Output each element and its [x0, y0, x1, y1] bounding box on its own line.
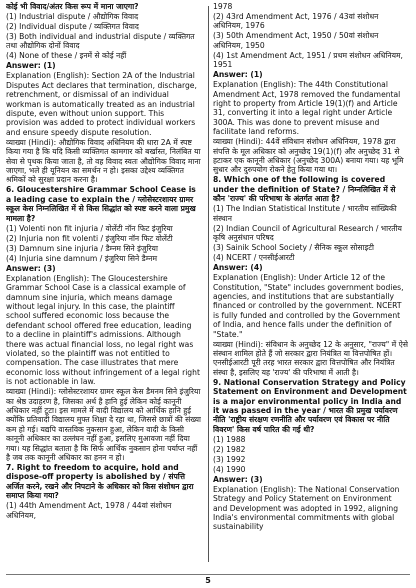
left-paragraph: 6. Gloucestershire Grammar School Cease is a leading case to explain the / ग्लोसेस्टरशायर ग्रामर स्कूल केस निम्नलिखित में से किस सिद्धांत को स्पष्ट करने वाला प्रमुख मामला है?: [6, 185, 196, 223]
left-paragraph: (3) Damnum sine injuria / डैम्नम सिने इंजुरिया: [6, 243, 158, 253]
right-paragraph: Answer: (1): [213, 70, 263, 80]
right-paragraph: (1) 1988: [213, 434, 246, 444]
right-paragraph: व्याख्या (Hindi): संविधान के अनुच्छेद 12 के अनुसार, "राज्य" में ऐसे संस्थान शामिल होते हैं जो सरकार द्वारा नियंत्रित या वित्तपोषित हों। एनसीईआरटी पूरी तरह भारत सरकार द्वारा वित्तपोषित और नियंत्रित संस्था है, इसलिए यह 'राज्य' की परिभाषा में आती है।: [213, 339, 408, 377]
page-number: 5: [205, 576, 211, 585]
right-paragraph: 1978: [213, 2, 233, 11]
right-paragraph: (4) NCERT / एनसीईआरटी: [213, 253, 295, 263]
right-paragraph: (4) 1st Amendment Act, 1951 / प्रथम संशोधन अधिनियम, 1951: [213, 50, 403, 70]
column-divider: [208, 6, 209, 562]
right-paragraph: (2) 1982: [213, 444, 246, 454]
right-paragraph: (1) The Indian Statistical Institute / भारतीय सांख्यिकी संस्थान: [213, 204, 397, 223]
left-paragraph: (1) Industrial dispute / औद्योगिक विवाद: [6, 12, 139, 21]
right-paragraph: (3) 1992: [213, 454, 246, 464]
left-paragraph: (2) Individual dispute / व्यक्तिगत विवाद: [6, 22, 139, 31]
footer-rule: [6, 574, 410, 575]
left-paragraph: व्याख्या (Hindi): औद्योगिक विवाद अधिनियम की धारा 2A में स्पष्ट किया गया है कि यदि किसी व्यक्तिगत कामगार को बर्खास्त, निलंबित या सेवा से पृथक किया जाता है, तो वह विवाद स्वतः औद्योगिक विवाद माना जाएगा, भले ही यूनियन का समर्थन न हो। इसका उद्देश्य व्यक्तिगत श्रमिकों को सुरक्षा प्रदान करना है।: [6, 137, 201, 185]
right-paragraph: Explanation (English): The National Conservation Strategy and Policy Statement on Environment and Development was adopted in 1992, aligning India's environmental commitments with global sustainability: [213, 484, 400, 532]
left-paragraph: 7. Right to freedom to acquire, hold and dispose-off property is abolished by / संपत्ति अर्जित करने, रखने और निपटाने के अधिकार को किस संशोधन द्वारा समाप्त किया गया?: [6, 463, 194, 501]
left-column: [6, 2, 201, 568]
right-paragraph: Explanation (English): Under Article 12 of the Constitution, "State" includes government bodies, agencies, and institutions that are substantially financed or controlled by the government. NCERT is fully funded and controlled by the Government of India, and hence falls under the definition of "State.": [213, 273, 404, 339]
document-page: [6, 2, 410, 568]
left-paragraph: Explanation (English): Section 2A of the Industrial Disputes Act declares that termination, discharge, retrenchment, or dismissal of an individual workman is automatically treated as an industrial dispute, even without union support. This provision was added to protect individual workers and ensure speedy dispute resolution.: [6, 71, 197, 137]
right-paragraph: व्याख्या (Hindi): 44वें संविधान संशोधन अधिनियम, 1978 द्वारा संपत्ति के मूल अधिकार को अनुच्छेद 19(1)(f) और अनुच्छेद 31 से हटाकर एक कानूनी अधिकार (अनुच्छेद 300A) बनाया गया। यह भूमि सुधार और दुरुपयोग रोकने हेतु किया गया था।: [213, 137, 404, 175]
right-paragraph: (3) Sainik School Society / सैनिक स्कूल सोसाइटी: [213, 243, 375, 253]
left-paragraph: (4) Injuria sine damnum / इंजुरिया सिने डैम्नम: [6, 253, 158, 263]
right-paragraph: Answer: (4): [213, 263, 263, 273]
right-paragraph: (2) Indian Council of Agricultural Research / भारतीय कृषि अनुसंधान परिषद: [213, 223, 402, 243]
right-paragraph: (2) 43rd Amendment Act, 1976 / 43वां संशोधन अधिनियम, 1976: [213, 12, 379, 31]
right-column: [213, 2, 408, 568]
right-paragraph: 9. National Conservation Strategy and Policy Statement on Environment and Development is a major environmental policy in India and it was passed in the year / भारत की प्रमुख पर्यावरण नीति 'राष्ट्रीय संरक्षण रणनीति और पर्यावरण एवं विकास पर नीति विवरण' किस वर्ष पारित की गई थी?: [213, 377, 407, 434]
left-paragraph: (4) None of these / इनमें से कोई नहीं: [6, 51, 127, 61]
left-paragraph: (1) Volenti non fit injuria / वोलेंटी नॉन फिट इंजुरिया: [6, 223, 173, 233]
right-paragraph: (4) 1990: [213, 464, 246, 474]
left-paragraph: Answer: (1): [6, 61, 56, 71]
left-paragraph: (2) Injuria non fit volenti / इंजुरिया नॉन फिट वोलेंटी: [6, 233, 173, 243]
left-paragraph: (3) Both individual and industrial dispute / व्यक्तिगत तथा औद्योगिक दोनों विवाद: [6, 32, 195, 51]
left-paragraph: व्याख्या (Hindi): ग्लोसेस्टरशायर ग्रामर स्कूल केस डैमनम सिने इंजुरिया का श्रेष्ठ उदाहरण है, जिसका अर्थ है हानि हुई लेकिन कोई कानूनी अधिकार नहीं टूटा। इस मामले में वादी विद्यालय को आर्थिक हानि हुई क्योंकि प्रतिवादी विद्यालय मुफ्त शिक्षा दे रहा था, जिससे छात्रों की संख्या कम हो गई। यद्यपि वास्तविक नुकसान हुआ, लेकिन वादी के किसी कानूनी अधिकार का उल्लंघन नहीं हुआ, इसलिए मुआवजा नहीं दिया गया। यह सिद्धांत बताता है कि सिर्फ आर्थिक नुकसान होना पर्याप्त नहीं है जब तक कानूनी अधिकार का हनन न हो।: [6, 387, 201, 462]
right-paragraph: 8. Which one of the following is covered under the definition of State? / निम्नलिखित में से कौन 'राज्य' की परिभाषा के अंतर्गत आता है?: [213, 175, 396, 204]
right-paragraph: Explanation (English): The 44th Constitutional Amendment Act, 1978 removed the fundamental right to property from Article 19(1)(f) and Article 31, converting it into a legal right under Article 300A. This was done to prevent misuse and facilitate land reforms.: [213, 80, 401, 137]
right-paragraph: Answer: (3): [213, 474, 263, 484]
left-paragraph: कोई भी विवाद/अंतर किस रूप में माना जाएगा?: [6, 2, 139, 11]
left-paragraph: (1) 44th Amendment Act, 1978 / 44वां संशोधन अधिनियम,: [6, 501, 172, 520]
right-paragraph: (3) 50th Amendment Act, 1950 / 50वां संशोधन अधिनियम, 1950: [213, 31, 379, 50]
left-paragraph: Explanation (English): The Gloucestershire Grammar School Case is a classical example of damnum sine injuria, which means damage without legal injury. In this case, the plaintiff school suffered economic loss because the defendant school offered free education, leading to a decline in plaintiff's admissions. Although there was actual financial loss, no legal right was violated, so the plaintiff was not entitled to compensation. The case illustrates that mere economic loss without infringement of a legal right is not actionable in law.: [6, 273, 200, 387]
left-paragraph: Answer: (3): [6, 263, 56, 273]
